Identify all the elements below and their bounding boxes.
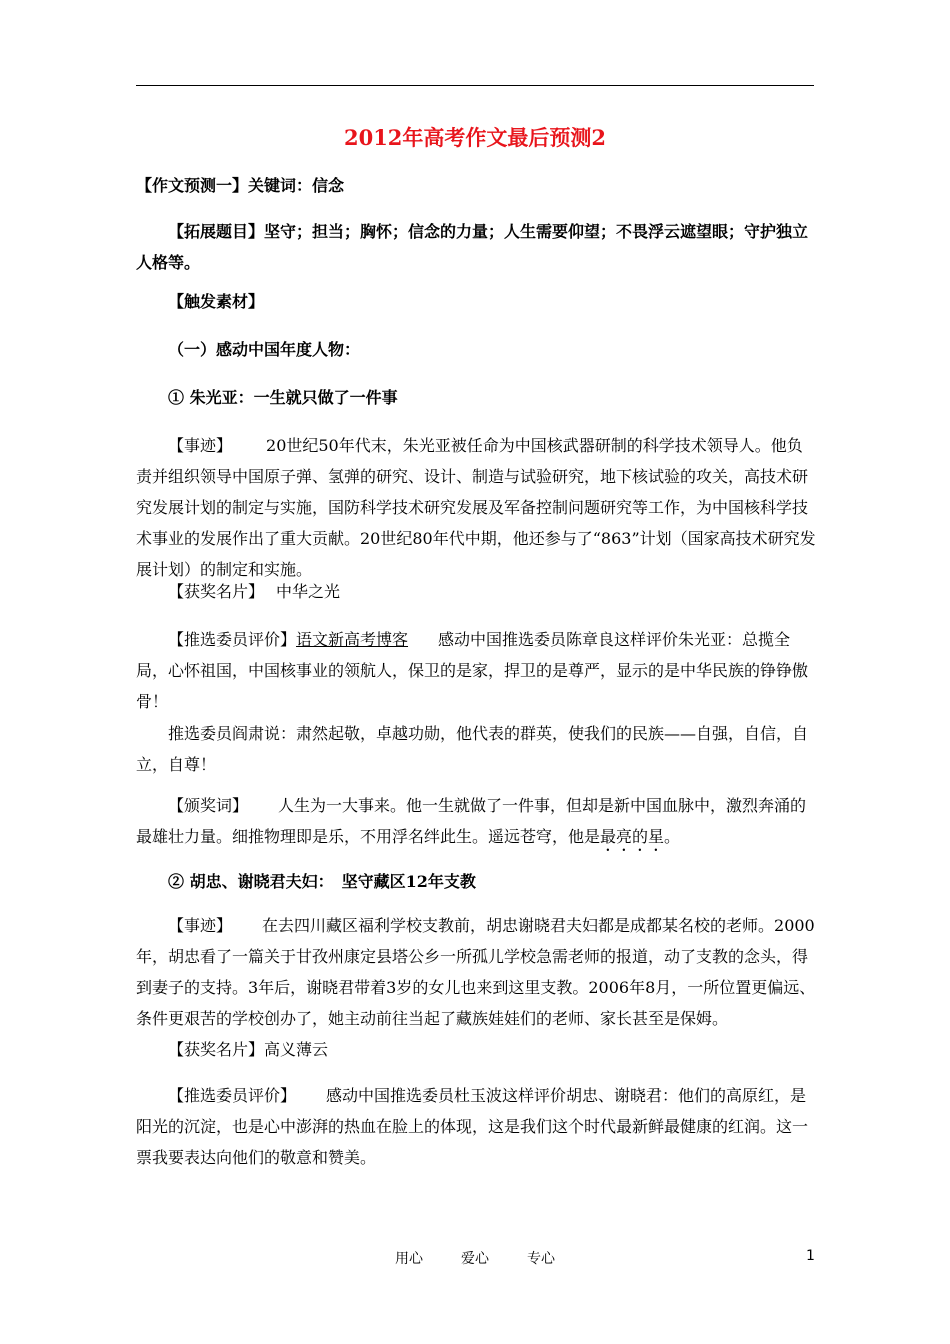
person1-citation-label: 【颁奖词】 — [168, 796, 249, 815]
person1-citation-emphasis: 最亮的星 — [600, 827, 665, 846]
person1-award — [136, 576, 816, 607]
footer-motto-2: 爱心 — [461, 1251, 489, 1267]
person2-review-text: 感动中国推选委员杜玉波这样评价胡忠、谢晓君：他们的高原红，是阳光的沉淀，也是心中澎湃的热血在脸上的体现，这是我们这个时代最新鲜最健康的红润。这一票我要表达向他们的敬意和赞美。 — [136, 1086, 809, 1167]
person1-deeds — [136, 430, 816, 585]
person2-deeds — [136, 910, 816, 1034]
page-number: 1 — [806, 1248, 815, 1264]
person1-deeds-text: 20世纪50年代末，朱光亚被任命为中国核武器研制的科学技术领导人。他负责并组织领导中国原子弹、氢弹的研究、设计、制造与试验研究，地下核试验的攻关，高技术研究发展计划的制定与实施，国防科学技术研究发展及军备控制问题研究等工作，为中国核科学技术事业的发展作出了重大贡献。20世纪80年代中期，他还参与了“863”计划（国家高技术研究发展计划）的制定和实施。 — [136, 436, 816, 579]
person2-review-label: 【推选委员评价】 — [168, 1086, 297, 1105]
expand-topics-label: 【拓展题目】 — [168, 222, 265, 241]
person2-deeds-label: 【事迹】 — [168, 916, 233, 935]
footer-motto-3: 专心 — [527, 1251, 555, 1267]
person2-heading: ② 胡忠、谢晓君夫妇： 坚守藏区12年支教 — [168, 872, 476, 891]
person2-award-text: 高义薄云 — [264, 1040, 329, 1059]
person1-deeds-label: 【事迹】 — [168, 436, 233, 455]
blog-link[interactable]: 语文新高考博客 — [296, 630, 409, 649]
person1-review-label: 【推选委员评价】 — [168, 630, 297, 649]
person1-award-label: 【获奖名片】 — [168, 582, 265, 601]
person1-citation-text-a: 人生为一大事来。他一生就做了一件事，但却是新中国血脉中，激烈奔涌的最雄壮力量。细推物理即是乐，不用浮名绊此生。遥远苍穹，他是 — [136, 796, 807, 846]
document-title: 2012年高考作文最后预测2 — [343, 125, 607, 150]
person1-heading: ① 朱光亚：一生就只做了一件事 — [168, 388, 398, 407]
person2-award-label: 【获奖名片】 — [168, 1040, 265, 1059]
section-one-heading: （一）感动中国年度人物： — [168, 340, 361, 359]
expand-topics — [136, 216, 816, 278]
person1-review — [136, 624, 816, 717]
prediction-heading: 【作文预测一】关键词：信念 — [136, 176, 345, 195]
person2-deeds-text: 在去四川藏区福利学校支教前，胡忠谢晓君夫妇都是成都某名校的老师。2000年，胡忠看了一篇关于甘孜州康定县塔公乡一所孤儿学校急需老师的报道，动了支教的念头，得到妻子的支持。3年后，谢晓君带着3岁的女儿也来到这里支教。2006年8月，一所位置更偏远、条件更艰苦的学校创办了，她主动前往当起了藏族娃娃们的老师、家长甚至是保姆。 — [136, 916, 816, 1028]
header-rule — [136, 85, 814, 86]
person1-review-text: 感动中国推选委员陈章良这样评价朱光亚：总揽全局，心怀祖国，中国核事业的领航人，保卫的是家，捍卫的是尊严，显示的是中华民族的铮铮傲骨！ — [136, 630, 809, 711]
expand-topics-text: 坚守；担当；胸怀；信念的力量；人生需要仰望；不畏浮云遮望眼；守护独立人格等。 — [136, 222, 809, 272]
person1-award-text: 中华之光 — [276, 582, 341, 601]
person2-award — [136, 1034, 816, 1065]
footer-motto-1: 用心 — [395, 1251, 423, 1267]
person1-review2: 推选委员阎肃说：肃然起敬，卓越功勋，他代表的群英，使我们的民族——自强，自信，自立，自尊！ — [136, 724, 809, 774]
person2-review — [136, 1080, 816, 1173]
person1-citation-text-c: 。 — [664, 827, 681, 846]
trigger-material-heading: 【触发素材】 — [168, 292, 265, 311]
person1-citation — [136, 790, 816, 855]
